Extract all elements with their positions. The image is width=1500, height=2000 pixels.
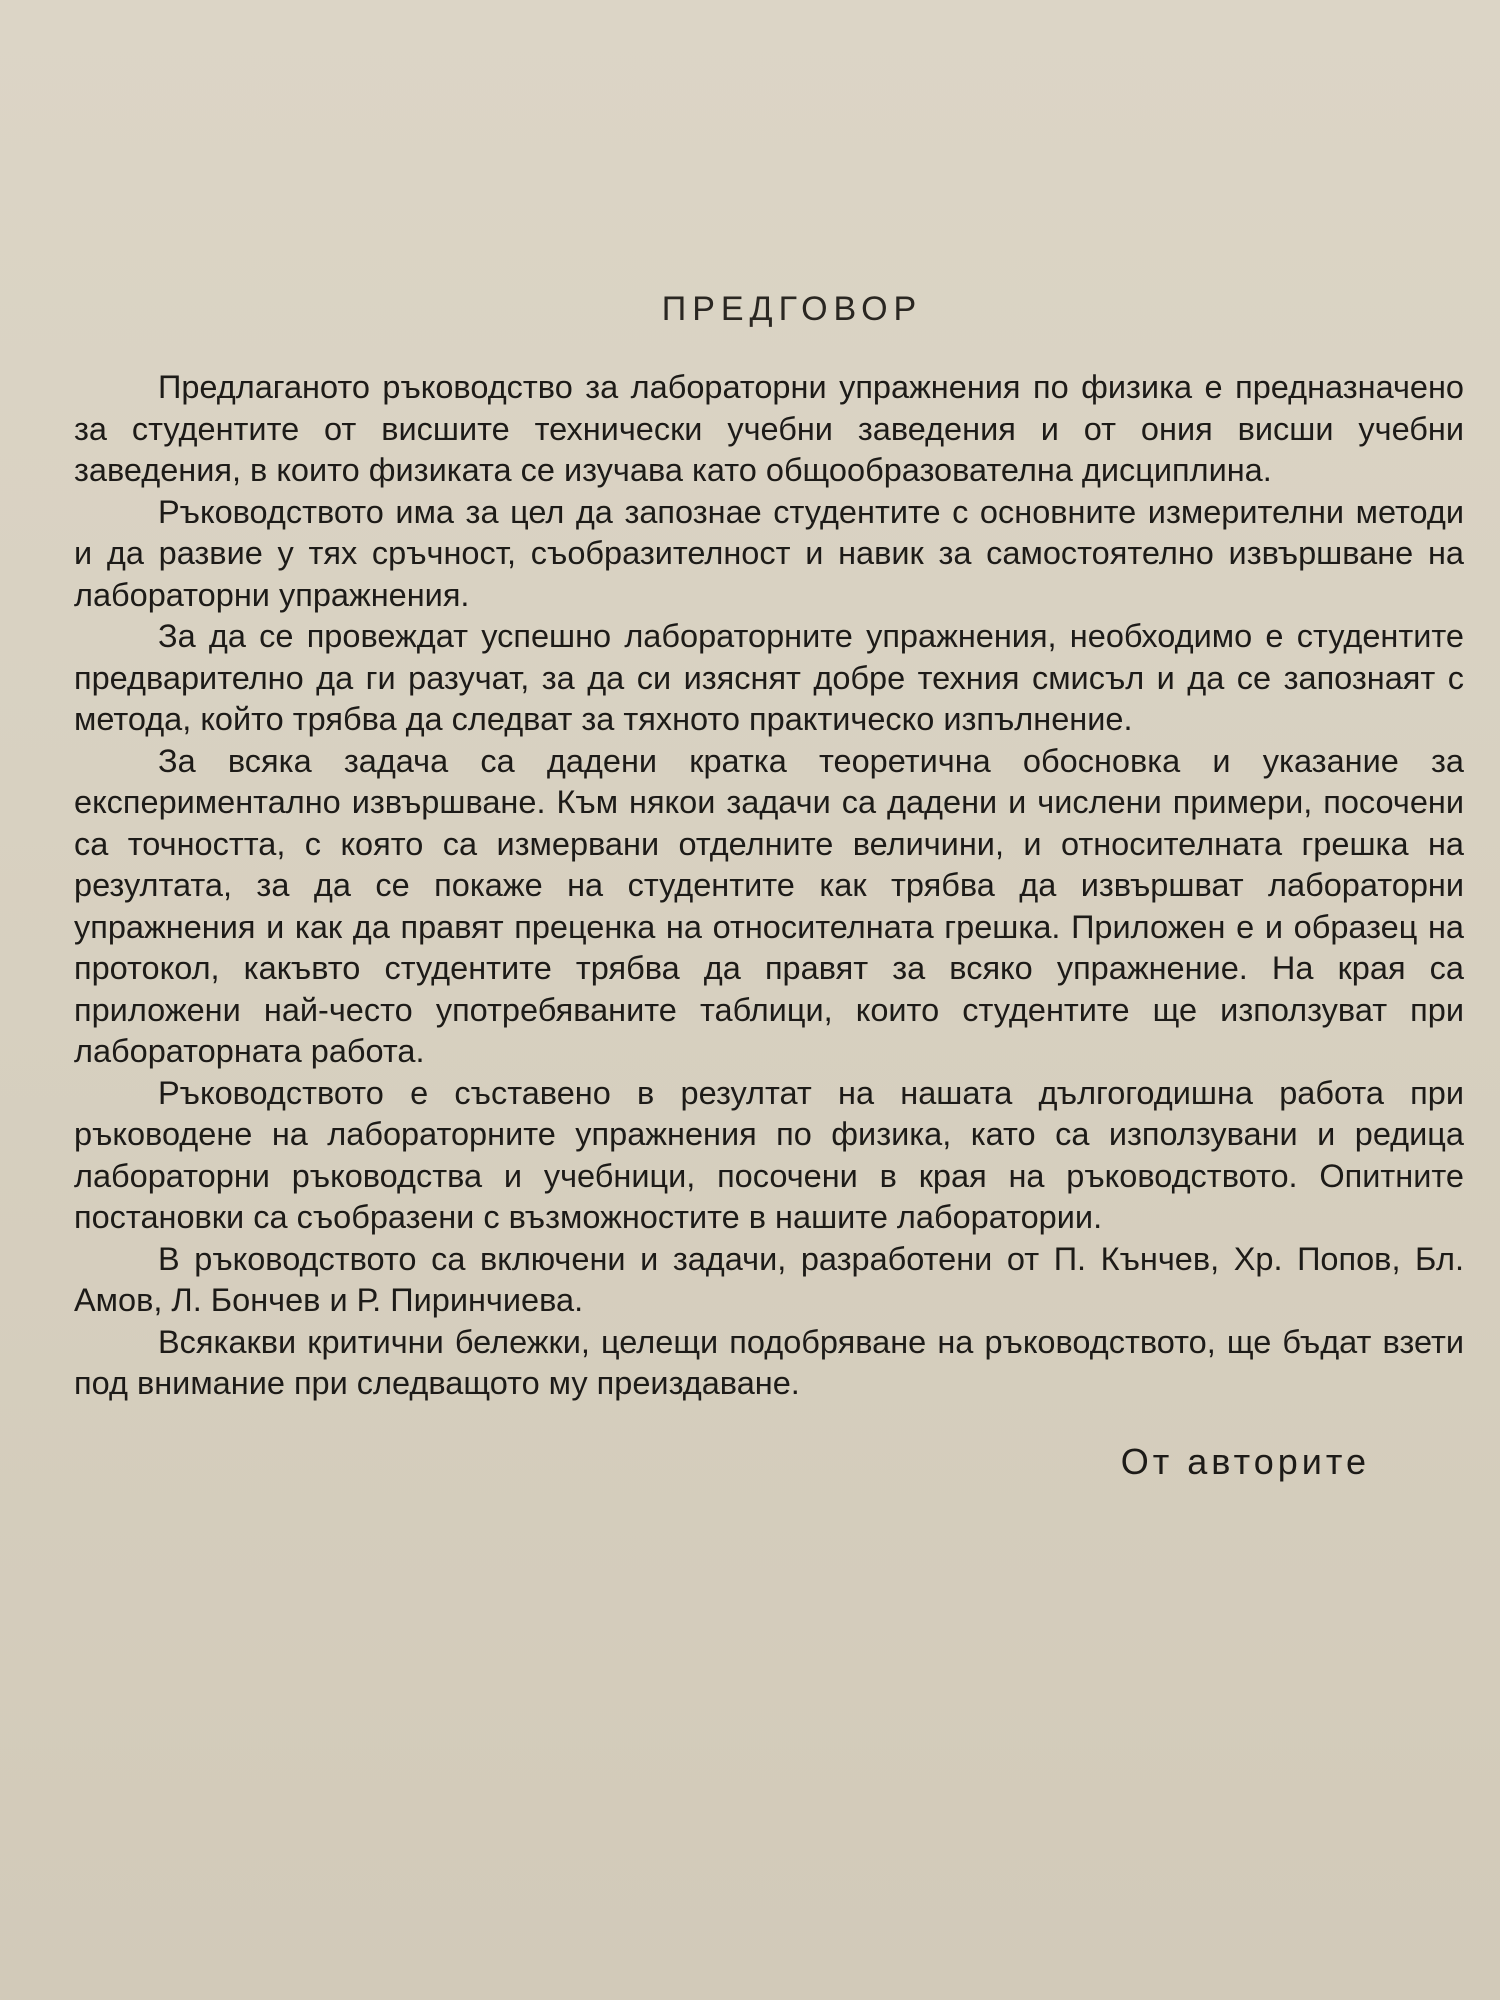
paragraph: Предлаганото ръководство за лабораторни упражнения по физика е предназначено за студентите от висшите технически учебни заведения и от ония висши учебни заведения, в които физиката се изучава като общообразователна дисциплина. — [74, 369, 1464, 488]
paragraph: Ръководството има за цел да запознае студентите с основните измерителни методи и да развие у тях сръчност, съобразителност и навик за самостоятелно извършване на лабораторни упражнения. — [74, 493, 1464, 613]
paragraph: Всякакви критични бележки, целещи подобряване на ръководството, ще бъдат взети под внимание при следващото му преиздаване. — [74, 1323, 1464, 1401]
paragraph: В ръководството са включени и задачи, разработени от П. Кънчев, Хр. Попов, Бл. Амов, Л. Бончев и Р. Пиринчиева. — [74, 1240, 1464, 1318]
paragraph: Ръководството е съставено в резултат на нашата дългогодишна работа при ръководене на лабораторните упражнения по физика, като са използувани и редица лабораторни ръководства и учебници, посочени в края на ръководството. Опитните постановки са съобразени с възможностите в нашите лаборатории. — [74, 1074, 1464, 1235]
paragraph: За да се провеждат успешно лабораторните упражнения, необходимо е студентите предварително да ги разучат, за да си изяснят добре техния смисъл и да се запознаят с метода, който трябва да следват за тяхното практическо изпълнение. — [74, 618, 1464, 737]
preface-body — [74, 367, 1464, 1405]
signature: От авторите — [1120, 1440, 1370, 1482]
page-title: ПРЕДГОВОР — [661, 290, 923, 328]
paragraph: За всяка задача са дадени кратка теоретична обосновка и указание за експериментално извършване. Към някои задачи са дадени и числени примери, посочени са точността, с която са измервани отделните величини, и относителната грешка на резултата, за да се покаже на студентите как трябва да извършват лабораторни упражнения и как да правят преценка на относителната грешка. Приложен е и образец на протокол, какъвто студентите трябва да правят за всяко упражнение. На края са приложени най-често употребяваните таблици, които студентите ще използуват при лабораторната работа. — [74, 742, 1464, 1069]
